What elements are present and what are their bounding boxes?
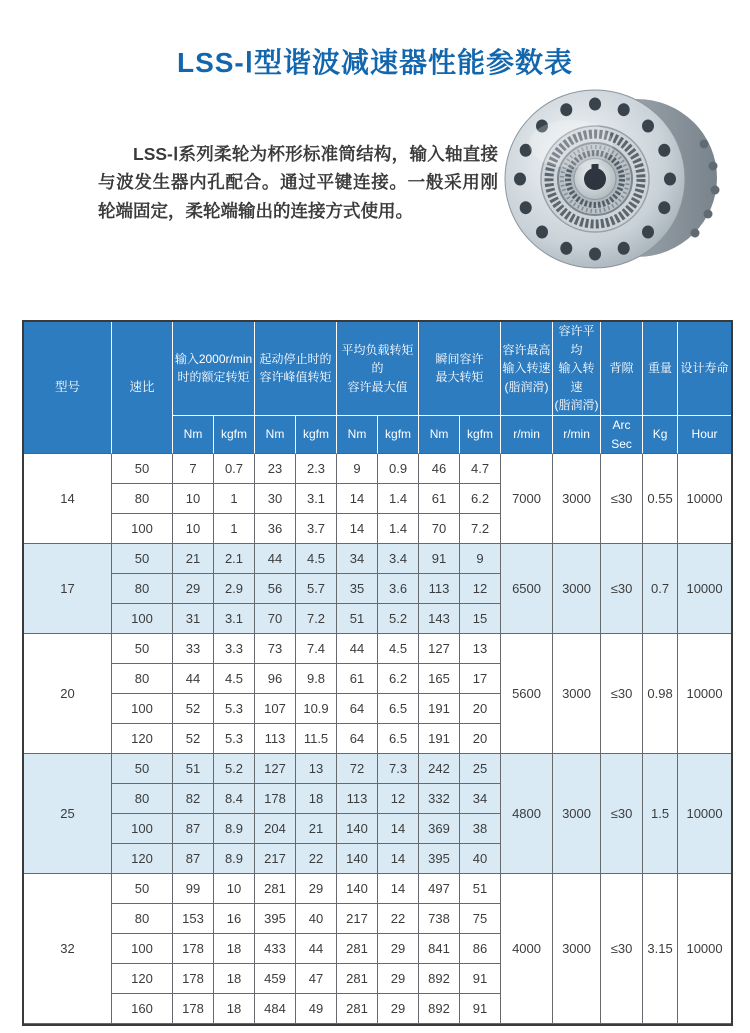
ratio-cell: 100 (112, 814, 173, 844)
value-cell: 21 (173, 544, 214, 574)
product-description: LSS-Ⅰ系列柔轮为杯形标准筒结构，输入轴直接与波发生器内孔配合。通过平键连接。一般采用刚轮端固定，柔轮端输出的连接方式使用。 (98, 144, 498, 221)
unit-cell: Nm (337, 416, 378, 454)
header-line: 重量 (648, 361, 673, 376)
header-right-col-1 (553, 322, 601, 416)
value-cell: 10 (173, 514, 214, 544)
shared-cell: 10000 (678, 634, 731, 754)
value-cell: 44 (173, 664, 214, 694)
shared-cell: 0.55 (643, 454, 678, 544)
ratio-cell: 50 (112, 544, 173, 574)
header-line: 容许最大值 (347, 379, 408, 394)
value-cell: 165 (419, 664, 460, 694)
header-line: 输入转速 (558, 361, 595, 394)
value-cell: 3.4 (378, 544, 419, 574)
ratio-cell: 100 (112, 934, 173, 964)
header-torque-group-0 (173, 322, 255, 416)
value-cell: 7.4 (296, 634, 337, 664)
value-cell: 11.5 (296, 724, 337, 754)
model-cell: 20 (24, 634, 112, 754)
value-cell: 1.4 (378, 514, 419, 544)
value-cell: 484 (255, 994, 296, 1024)
value-cell: 8.4 (214, 784, 255, 814)
shared-cell: ≤30 (601, 874, 643, 1024)
value-cell: 91 (460, 964, 501, 994)
value-cell: 64 (337, 724, 378, 754)
value-cell: 15 (460, 604, 501, 634)
ratio-cell: 100 (112, 604, 173, 634)
value-cell: 20 (460, 694, 501, 724)
value-cell: 56 (255, 574, 296, 604)
model-cell: 32 (24, 874, 112, 1024)
value-cell: 21 (296, 814, 337, 844)
unit-cell: Arc Sec (601, 416, 643, 454)
header-line: (脂润滑) (554, 398, 599, 413)
value-cell: 178 (173, 994, 214, 1024)
ratio-cell: 50 (112, 874, 173, 904)
value-cell: 281 (337, 934, 378, 964)
value-cell: 143 (419, 604, 460, 634)
value-cell: 14 (378, 874, 419, 904)
value-cell: 6.2 (460, 484, 501, 514)
value-cell: 7 (173, 454, 214, 484)
value-cell: 44 (337, 634, 378, 664)
shared-cell: 3000 (553, 754, 601, 874)
value-cell: 14 (378, 844, 419, 874)
value-cell: 12 (378, 784, 419, 814)
value-cell: 127 (255, 754, 296, 784)
data-row (24, 874, 731, 904)
value-cell: 127 (419, 634, 460, 664)
value-cell: 2.1 (214, 544, 255, 574)
header-row-labels (24, 322, 731, 416)
shared-cell: 1.5 (643, 754, 678, 874)
value-cell: 3.3 (214, 634, 255, 664)
value-cell: 140 (337, 874, 378, 904)
shared-cell: 6500 (501, 544, 553, 634)
ratio-cell: 80 (112, 484, 173, 514)
value-cell: 49 (296, 994, 337, 1024)
value-cell: 178 (255, 784, 296, 814)
value-cell: 91 (460, 994, 501, 1024)
value-cell: 22 (378, 904, 419, 934)
value-cell: 0.9 (378, 454, 419, 484)
value-cell: 64 (337, 694, 378, 724)
value-cell: 31 (173, 604, 214, 634)
ratio-cell: 100 (112, 514, 173, 544)
shared-cell: ≤30 (601, 454, 643, 544)
unit-cell: r/min (553, 416, 601, 454)
shared-cell: 4800 (501, 754, 553, 874)
value-cell: 29 (173, 574, 214, 604)
value-cell: 99 (173, 874, 214, 904)
value-cell: 38 (460, 814, 501, 844)
value-cell: 5.7 (296, 574, 337, 604)
value-cell: 0.7 (214, 454, 255, 484)
data-row (24, 754, 731, 784)
value-cell: 73 (255, 634, 296, 664)
header-torque-group-2 (337, 322, 419, 416)
shared-cell: ≤30 (601, 754, 643, 874)
value-cell: 34 (337, 544, 378, 574)
value-cell: 7.2 (296, 604, 337, 634)
value-cell: 18 (214, 994, 255, 1024)
shared-cell: 4000 (501, 874, 553, 1024)
header-line: 容许平均 (558, 324, 595, 357)
unit-cell: Nm (255, 416, 296, 454)
value-cell: 892 (419, 994, 460, 1024)
header-line: 瞬间容许 (435, 351, 484, 366)
value-cell: 8.9 (214, 844, 255, 874)
value-cell: 113 (419, 574, 460, 604)
value-cell: 1 (214, 484, 255, 514)
value-cell: 12 (460, 574, 501, 604)
value-cell: 4.5 (214, 664, 255, 694)
value-cell: 44 (255, 544, 296, 574)
unit-cell: Nm (419, 416, 460, 454)
header-line: 最大转矩 (435, 370, 484, 385)
value-cell: 4.5 (296, 544, 337, 574)
value-cell: 87 (173, 814, 214, 844)
value-cell: 35 (337, 574, 378, 604)
shared-cell: 3000 (553, 874, 601, 1024)
shared-cell: ≤30 (601, 544, 643, 634)
value-cell: 40 (460, 844, 501, 874)
value-cell: 5.3 (214, 694, 255, 724)
reducer-body (505, 90, 720, 268)
shared-cell: 0.7 (643, 544, 678, 634)
value-cell: 191 (419, 694, 460, 724)
value-cell: 841 (419, 934, 460, 964)
ratio-cell: 120 (112, 844, 173, 874)
value-cell: 6.5 (378, 724, 419, 754)
model-cell: 17 (24, 544, 112, 634)
value-cell: 70 (419, 514, 460, 544)
header-line: 容许峰值转矩 (259, 370, 332, 385)
value-cell: 140 (337, 844, 378, 874)
shared-cell: 10000 (678, 754, 731, 874)
value-cell: 8.9 (214, 814, 255, 844)
value-cell: 178 (173, 964, 214, 994)
ratio-cell: 120 (112, 964, 173, 994)
ratio-cell: 80 (112, 784, 173, 814)
value-cell: 9.8 (296, 664, 337, 694)
header-line: 平均负载转矩的 (341, 342, 414, 376)
value-cell: 459 (255, 964, 296, 994)
ratio-cell: 80 (112, 574, 173, 604)
shared-cell: 7000 (501, 454, 553, 544)
value-cell: 217 (255, 844, 296, 874)
value-cell: 153 (173, 904, 214, 934)
value-cell: 29 (296, 874, 337, 904)
value-cell: 30 (255, 484, 296, 514)
page-title: LSS-Ⅰ型谐波减速器性能参数表 (176, 46, 574, 78)
harmonic-reducer-photo (487, 86, 730, 274)
value-cell: 23 (255, 454, 296, 484)
value-cell: 5.2 (378, 604, 419, 634)
value-cell: 9 (337, 454, 378, 484)
value-cell: 217 (337, 904, 378, 934)
ratio-cell: 50 (112, 634, 173, 664)
shared-cell: 3.15 (643, 874, 678, 1024)
value-cell: 178 (173, 934, 214, 964)
header-line: 时的额定转矩 (177, 370, 250, 385)
data-row (24, 454, 731, 484)
value-cell: 369 (419, 814, 460, 844)
value-cell: 52 (173, 694, 214, 724)
shared-cell: 5600 (501, 634, 553, 754)
value-cell: 18 (214, 964, 255, 994)
value-cell: 332 (419, 784, 460, 814)
header-line: 起动停止时的 (259, 351, 332, 366)
data-row (24, 544, 731, 574)
value-cell: 6.5 (378, 694, 419, 724)
value-cell: 18 (214, 934, 255, 964)
ratio-cell: 160 (112, 994, 173, 1024)
value-cell: 44 (296, 934, 337, 964)
value-cell: 13 (460, 634, 501, 664)
value-cell: 34 (460, 784, 501, 814)
value-cell: 29 (378, 964, 419, 994)
ratio-cell: 100 (112, 694, 173, 724)
value-cell: 4.5 (378, 634, 419, 664)
value-cell: 47 (296, 964, 337, 994)
value-cell: 82 (173, 784, 214, 814)
value-cell: 9 (460, 544, 501, 574)
value-cell: 4.7 (460, 454, 501, 484)
shared-cell: 10000 (678, 454, 731, 544)
header-line: 背隙 (609, 361, 634, 376)
value-cell: 2.9 (214, 574, 255, 604)
value-cell: 113 (255, 724, 296, 754)
value-cell: 1.4 (378, 484, 419, 514)
value-cell: 191 (419, 724, 460, 754)
model-cell: 25 (24, 754, 112, 874)
ratio-cell: 120 (112, 724, 173, 754)
value-cell: 36 (255, 514, 296, 544)
header-line: 输入2000r/min (174, 351, 253, 366)
header-line: 容许最高 (502, 342, 551, 357)
value-cell: 20 (460, 724, 501, 754)
value-cell: 87 (173, 844, 214, 874)
value-cell: 40 (296, 904, 337, 934)
value-cell: 61 (419, 484, 460, 514)
unit-cell: Hour (678, 416, 731, 454)
table-header (24, 322, 731, 454)
value-cell: 14 (378, 814, 419, 844)
shared-cell: 3000 (553, 634, 601, 754)
value-cell: 5.3 (214, 724, 255, 754)
value-cell: 738 (419, 904, 460, 934)
unit-cell: Kg (643, 416, 678, 454)
value-cell: 281 (255, 874, 296, 904)
model-cell: 14 (24, 454, 112, 544)
value-cell: 96 (255, 664, 296, 694)
unit-cell: kgfm (378, 416, 419, 454)
value-cell: 2.3 (296, 454, 337, 484)
value-cell: 3.1 (214, 604, 255, 634)
ratio-cell: 80 (112, 904, 173, 934)
value-cell: 86 (460, 934, 501, 964)
ratio-cell: 80 (112, 664, 173, 694)
value-cell: 395 (419, 844, 460, 874)
shared-cell: 3000 (553, 544, 601, 634)
header-torque-group-3 (419, 322, 501, 416)
value-cell: 72 (337, 754, 378, 784)
data-row (24, 634, 731, 664)
value-cell: 70 (255, 604, 296, 634)
value-cell: 113 (337, 784, 378, 814)
shared-cell: ≤30 (601, 634, 643, 754)
unit-cell: r/min (501, 416, 553, 454)
value-cell: 140 (337, 814, 378, 844)
value-cell: 204 (255, 814, 296, 844)
value-cell: 281 (337, 994, 378, 1024)
value-cell: 91 (419, 544, 460, 574)
value-cell: 10.9 (296, 694, 337, 724)
value-cell: 5.2 (214, 754, 255, 784)
header-model: 型号 (24, 322, 112, 454)
ratio-cell: 50 (112, 754, 173, 784)
unit-cell: kgfm (214, 416, 255, 454)
performance-table (22, 320, 733, 1026)
value-cell: 892 (419, 964, 460, 994)
value-cell: 61 (337, 664, 378, 694)
value-cell: 7.2 (460, 514, 501, 544)
value-cell: 17 (460, 664, 501, 694)
value-cell: 281 (337, 964, 378, 994)
header-right-col-2 (601, 322, 643, 416)
value-cell: 29 (378, 994, 419, 1024)
value-cell: 242 (419, 754, 460, 784)
unit-cell: kgfm (460, 416, 501, 454)
header-torque-group-1 (255, 322, 337, 416)
value-cell: 433 (255, 934, 296, 964)
shared-cell: 0.98 (643, 634, 678, 754)
header-right-col-0 (501, 322, 553, 416)
ratio-cell: 50 (112, 454, 173, 484)
value-cell: 51 (460, 874, 501, 904)
value-cell: 14 (337, 514, 378, 544)
value-cell: 51 (337, 604, 378, 634)
value-cell: 75 (460, 904, 501, 934)
header-line: (脂润滑) (504, 379, 549, 394)
value-cell: 497 (419, 874, 460, 904)
value-cell: 25 (460, 754, 501, 784)
header-right-col-4 (678, 322, 731, 416)
value-cell: 3.7 (296, 514, 337, 544)
value-cell: 33 (173, 634, 214, 664)
value-cell: 22 (296, 844, 337, 874)
value-cell: 10 (214, 874, 255, 904)
shared-cell: 10000 (678, 544, 731, 634)
value-cell: 395 (255, 904, 296, 934)
shared-cell: 3000 (553, 454, 601, 544)
table-body (24, 454, 731, 1024)
unit-cell: kgfm (296, 416, 337, 454)
value-cell: 3.6 (378, 574, 419, 604)
value-cell: 7.3 (378, 754, 419, 784)
header-right-col-3 (643, 322, 678, 416)
value-cell: 46 (419, 454, 460, 484)
value-cell: 10 (173, 484, 214, 514)
value-cell: 16 (214, 904, 255, 934)
value-cell: 1 (214, 514, 255, 544)
value-cell: 107 (255, 694, 296, 724)
unit-cell: Nm (173, 416, 214, 454)
header-ratio: 速比 (112, 322, 173, 454)
value-cell: 6.2 (378, 664, 419, 694)
value-cell: 29 (378, 934, 419, 964)
header-line: 设计寿命 (680, 361, 729, 376)
value-cell: 52 (173, 724, 214, 754)
value-cell: 13 (296, 754, 337, 784)
shared-cell: 10000 (678, 874, 731, 1024)
value-cell: 18 (296, 784, 337, 814)
value-cell: 51 (173, 754, 214, 784)
value-cell: 14 (337, 484, 378, 514)
header-line: 输入转速 (502, 361, 551, 376)
value-cell: 3.1 (296, 484, 337, 514)
